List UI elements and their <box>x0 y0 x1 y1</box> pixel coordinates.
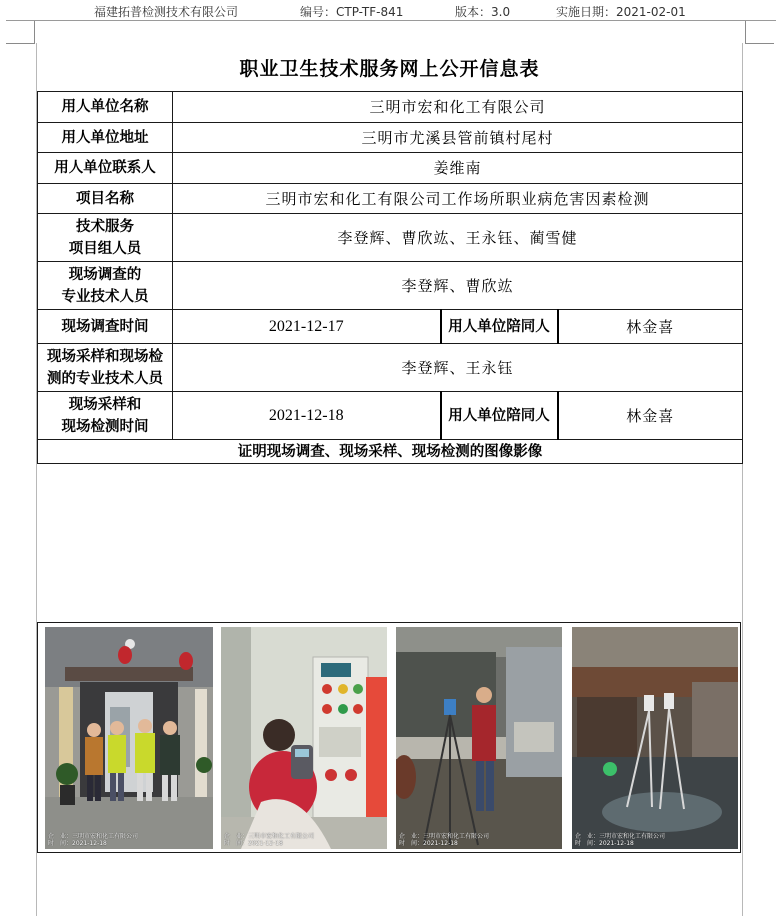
crop-mark-left <box>6 21 35 44</box>
crop-mark-right <box>745 21 774 44</box>
label-sampling-staff-line1: 现场采样和现场检 <box>47 348 163 365</box>
label-project-team <box>38 214 173 262</box>
value-survey-time: 2021-12-17 <box>173 310 441 344</box>
photo-4-image <box>572 627 738 849</box>
site-photo-2 <box>221 627 387 849</box>
photo-3-caption <box>399 833 489 847</box>
photo-2-caption <box>224 833 314 847</box>
value-employer-name: 三明市宏和化工有限公司 <box>173 92 743 123</box>
photo-1-caption-time: 时 间：2021-12-18 <box>48 840 107 847</box>
value-survey-companion: 林金喜 <box>558 310 743 344</box>
value-sampling-companion: 林金喜 <box>558 392 743 440</box>
row-employer-contact <box>38 153 743 184</box>
row-project-team <box>38 214 743 262</box>
label-project-name: 项目名称 <box>38 184 173 214</box>
header-effective-date: 实施日期：2021-02-01 <box>556 5 686 19</box>
label-survey-time: 现场调查时间 <box>38 310 173 344</box>
value-sampling-staff: 李登辉、王永钰 <box>173 344 743 392</box>
site-photo-3 <box>396 627 562 849</box>
photo-4-caption-time: 时 间：2021-12-18 <box>575 840 634 847</box>
site-photo-4 <box>572 627 738 849</box>
label-employer-contact: 用人单位联系人 <box>38 153 173 184</box>
row-survey-time <box>38 310 743 344</box>
label-sampling-time-line2: 现场检测时间 <box>61 418 149 435</box>
photo-blank-area <box>37 465 741 622</box>
photo-2-caption-company: 企 业：三明市宏和化工有限公司 <box>224 833 315 840</box>
photo-2-caption-time: 时 间：2021-12-18 <box>224 840 283 847</box>
info-table <box>37 91 743 464</box>
photo-3-caption-company: 企 业：三明市宏和化工有限公司 <box>399 833 490 840</box>
label-sampling-time <box>38 392 173 440</box>
value-survey-staff: 李登辉、曹欣竑 <box>173 262 743 310</box>
header-version: 版本：3.0 <box>455 5 511 19</box>
label-employer-address: 用人单位地址 <box>38 123 173 153</box>
photo-1-image <box>45 627 213 849</box>
row-employer-address <box>38 123 743 153</box>
label-sampling-staff-line2: 测的专业技术人员 <box>47 370 163 387</box>
site-photo-1 <box>45 627 213 849</box>
label-sampling-companion: 用人单位陪同人 <box>441 392 558 440</box>
row-sampling-time <box>38 392 743 440</box>
label-employer-name: 用人单位名称 <box>38 92 173 123</box>
value-employer-address: 三明市尤溪县管前镇村尾村 <box>173 123 743 153</box>
value-project-team: 李登辉、曹欣竑、王永钰、蔺雪健 <box>173 214 743 262</box>
label-survey-staff-line2: 专业技术人员 <box>61 288 149 305</box>
header-code: 编号：CTP-TF-841 <box>300 5 404 19</box>
photo-4-caption <box>575 833 665 847</box>
label-project-team-line2: 项目组人员 <box>68 240 142 257</box>
photo-strip <box>37 622 741 853</box>
photo-1-caption <box>48 833 138 847</box>
row-photo-section-title <box>38 440 743 464</box>
row-survey-staff <box>38 262 743 310</box>
photo-section-title: 证明现场调查、现场采样、现场检测的图像影像 <box>38 440 743 464</box>
photo-4-caption-company: 企 业：三明市宏和化工有限公司 <box>575 833 666 840</box>
photo-3-caption-time: 时 间：2021-12-18 <box>399 840 458 847</box>
header-rule <box>6 20 776 21</box>
document-header <box>0 0 782 22</box>
label-sampling-time-line1: 现场采样和 <box>68 396 142 413</box>
row-employer-name <box>38 92 743 123</box>
document-title: 职业卫生技术服务网上公开信息表 <box>239 58 540 80</box>
photo-2-image <box>221 627 387 849</box>
value-sampling-time: 2021-12-18 <box>173 392 441 440</box>
photo-3-image <box>396 627 562 849</box>
row-sampling-staff <box>38 344 743 392</box>
photo-1-caption-company: 企 业：三明市宏和化工有限公司 <box>48 833 139 840</box>
value-employer-contact: 姜维南 <box>173 153 743 184</box>
header-company: 福建拓普检测技术有限公司 <box>94 5 239 19</box>
label-sampling-staff <box>38 344 173 392</box>
row-project-name <box>38 184 743 214</box>
label-survey-staff-line1: 现场调查的 <box>68 266 142 283</box>
label-survey-companion: 用人单位陪同人 <box>441 310 558 344</box>
value-project-name: 三明市宏和化工有限公司工作场所职业病危害因素检测 <box>173 184 743 214</box>
label-survey-staff <box>38 262 173 310</box>
label-project-team-line1: 技术服务 <box>76 218 134 235</box>
